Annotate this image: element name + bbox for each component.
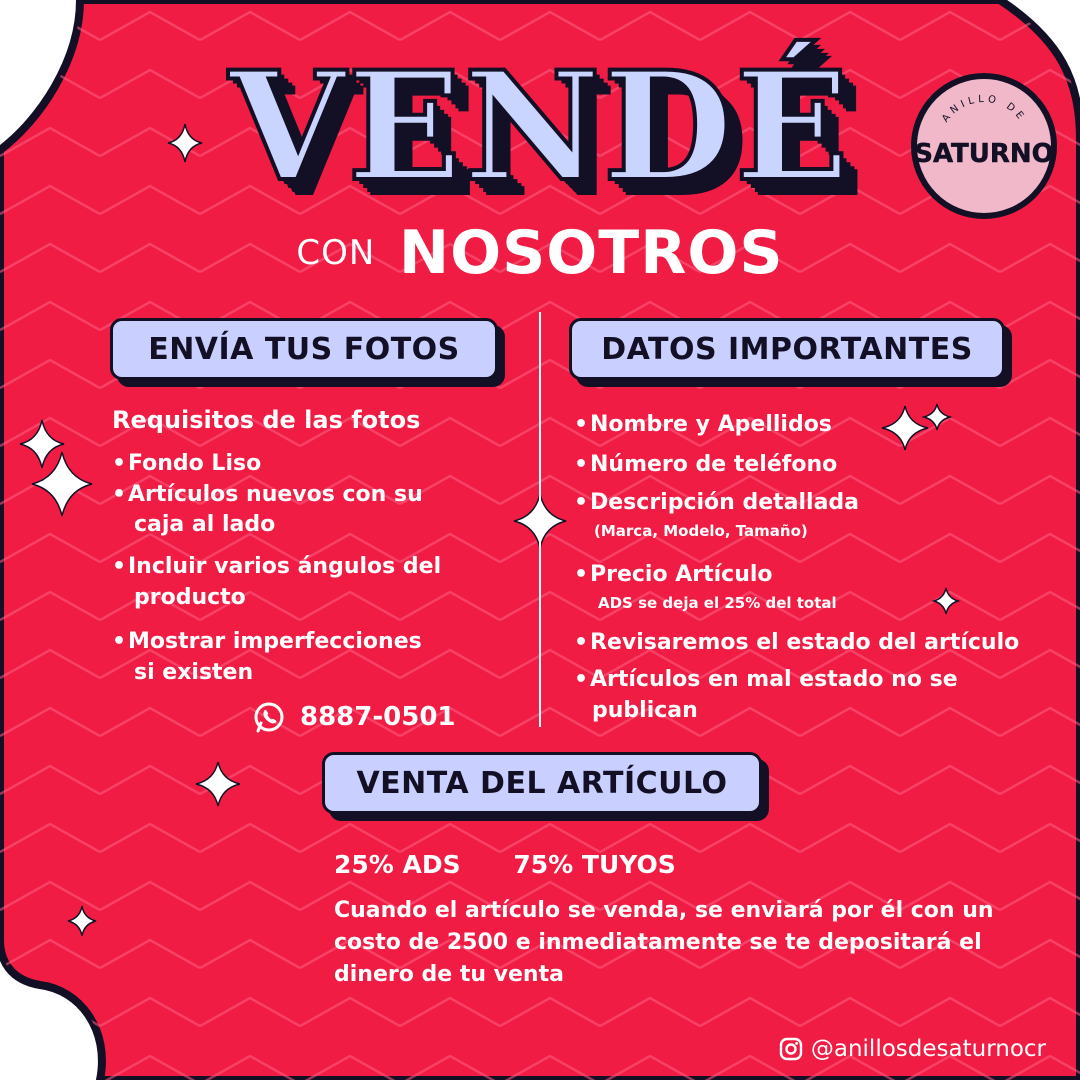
sale-header: VENTA DEL ARTÍCULO [322,752,762,814]
list-item: •Artículos en mal estado no se [574,667,958,692]
social-handle: @anillosdesaturnocr [810,1036,1046,1062]
list-item: •Precio Artículo [574,562,773,587]
list-item: •Mostrar imperfecciones [112,629,422,654]
subtitle [0,218,1080,288]
revenue-split [334,850,720,879]
send-photos-header: ENVÍA TUS FOTOS [110,318,498,380]
list-item-continuation: publican [592,698,698,723]
list-item: •Incluir varios ángulos del [112,554,442,579]
ads-share: 25% ADS [334,850,461,879]
phone-contact[interactable] [252,700,456,734]
column-divider [539,312,541,727]
list-item-continuation: caja al lado [134,512,276,537]
list-item-continuation: si existen [134,660,254,685]
title-vende: VENDÉ [228,39,852,215]
subtitle-con: CON [296,233,376,273]
list-item: •Artículos nuevos con su [112,482,423,507]
list-item-note: ADS se deja el 25% del total [598,594,837,612]
list-item: •Número de teléfono [574,452,838,477]
logo-top-text: ANILLO DE [940,93,1028,125]
list-item-note: (Marca, Modelo, Tamaño) [594,522,808,540]
instagram-handle[interactable] [779,1036,1046,1062]
instagram-icon [779,1037,803,1061]
photo-requirements-title: Requisitos de las fotos [112,406,421,434]
important-data-header: DATOS IMPORTANTES [569,318,1005,380]
list-item: •Fondo Liso [112,451,262,476]
sale-description: Cuando el artículo se venda, se enviará por él con un costo de 2500 e inmediatamente se te depositará el dinero de tu venta [334,898,994,987]
list-item: •Revisaremos el estado del artículo [574,630,1020,655]
phone-number: 8887-0501 [300,702,456,732]
anillo-de-saturno-logo [910,72,1058,220]
subtitle-nosotros: NOSOTROS [398,218,784,288]
list-item: •Descripción detallada [574,490,860,515]
list-item: •Nombre y Apellidos [574,412,832,437]
whatsapp-icon [252,700,286,734]
logo-main-text: SATURNO [914,139,1054,169]
list-item-continuation: producto [134,585,246,610]
your-share: 75% TUYOS [513,850,676,879]
